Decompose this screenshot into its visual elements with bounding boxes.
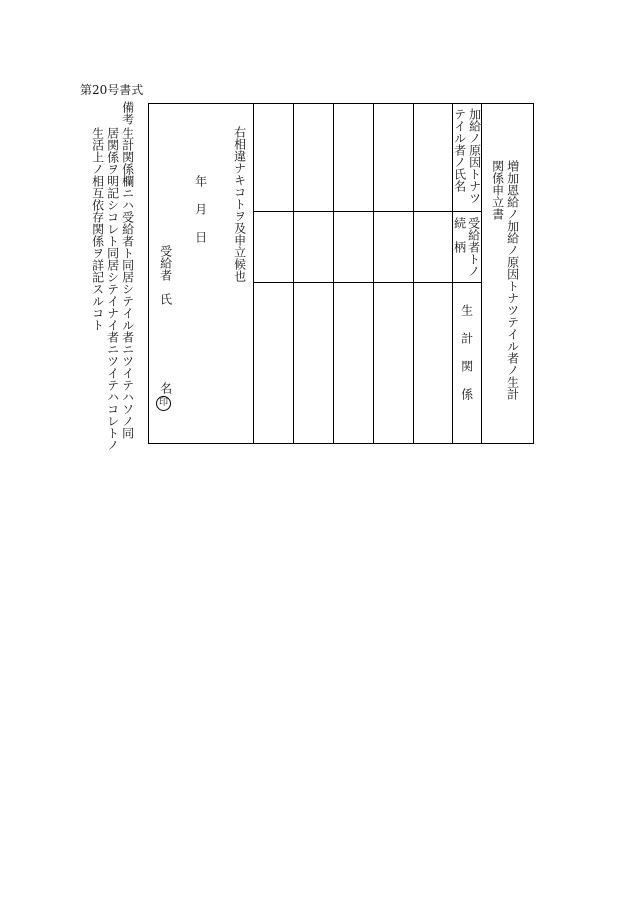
- header-name-line1: 加給ノ原因トナツ: [467, 108, 482, 204]
- header-name-line2: テイル者ノ氏名: [452, 108, 467, 192]
- declaration-recipient-label: 受給者 氏: [158, 245, 173, 305]
- form-number: 第20号書式: [80, 83, 144, 97]
- header-livelihood: 生 計 関 係: [459, 304, 474, 402]
- seal-mark: [156, 396, 171, 411]
- remarks-line1: 生計関係欄ニハ受給者ト同居シテイル者ニツイテハソノ同: [120, 127, 135, 439]
- declaration-name-label: 名: [158, 382, 173, 394]
- remarks-line2: 居関係ヲ明記シコレト同居シテイナイ者ニツイテハコレトノ: [105, 127, 120, 451]
- seal-mark-text: 印: [158, 398, 168, 408]
- form-title-line1: 増加恩給ノ加給ノ原因トナツテイル者ノ生計: [505, 160, 520, 400]
- remarks-heading: 備考: [120, 101, 135, 125]
- declaration-statement: 右相違ナキコトヲ及申立候也: [232, 126, 247, 282]
- table-row-divider-relation: [253, 282, 481, 283]
- table-divider-col5: [253, 104, 254, 443]
- form-title-line2: 関係申立書: [490, 160, 505, 220]
- header-relation-line1: 受給者トノ: [466, 217, 481, 277]
- table-divider-col1: [413, 104, 414, 443]
- header-relation-line2: 続 柄: [452, 217, 467, 253]
- declaration-date: 年 月 日: [193, 175, 208, 245]
- remarks-line3: 生活上ノ相互依存関係ヲ詳記スルコト: [90, 127, 105, 331]
- table-divider-col2: [373, 104, 374, 443]
- table-row-divider-name: [253, 211, 481, 212]
- table-divider-col4: [293, 104, 294, 443]
- table-divider-col3: [333, 104, 334, 443]
